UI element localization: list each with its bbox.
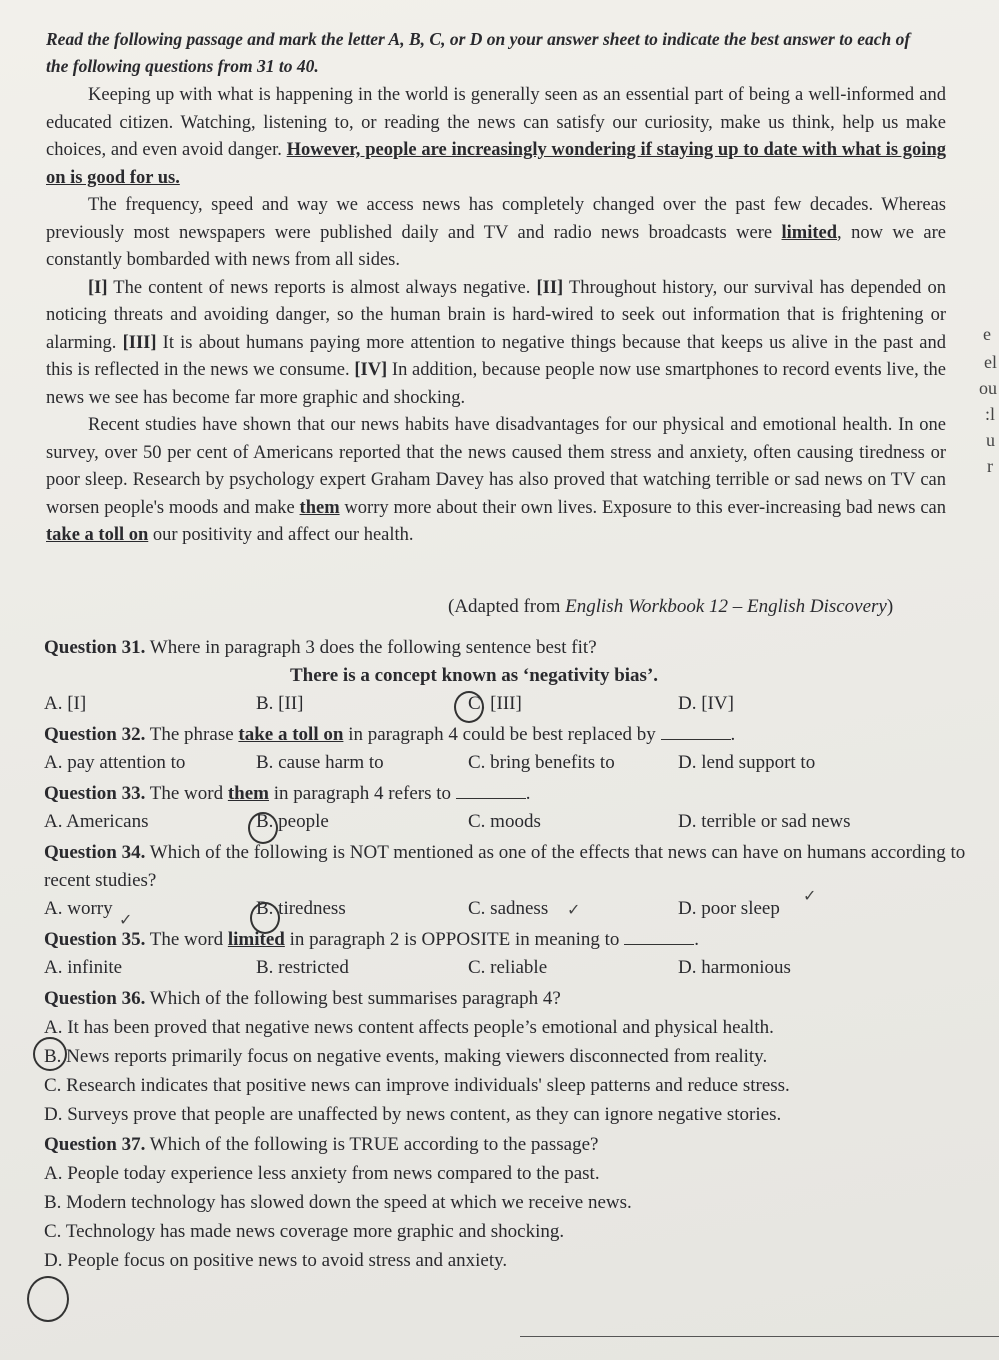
option-33-b[interactable]: B. people [256, 811, 329, 832]
tick-mark-icon: ✓ [803, 886, 817, 905]
question-32: Question 32. The phrase take a toll on in paragraph 4 could be best replaced by . A. pay attention to B. cause harm to C. bring benefits to D. lend support to [44, 721, 974, 778]
question-33-label: Question 33. [44, 783, 146, 804]
question-32-options [44, 749, 974, 778]
paragraph-1 [46, 82, 946, 192]
question-37-label: Question 37. [44, 1134, 146, 1155]
tick-mark-icon: ✓ [567, 900, 581, 919]
question-36-text: Which of the following best summarises paragraph 4? [145, 988, 561, 1009]
option-36-b[interactable]: B. News reports primarily focus on negative events, making viewers disconnected from reality. [44, 1046, 768, 1067]
word-them: them [299, 497, 340, 518]
option-37-b[interactable]: B. Modern technology has slowed down the speed at which we receive news. [44, 1192, 632, 1213]
option-37-c[interactable]: C. Technology has made news coverage more graphic and shocking. [44, 1221, 565, 1242]
answer-blank [624, 928, 694, 945]
question-33-text: The word [145, 783, 228, 804]
option-34-a[interactable]: A. worry [44, 898, 113, 919]
tick-mark-icon: ✓ [119, 910, 133, 929]
word-limited: limited [781, 222, 838, 243]
answer-circle-31-c [454, 691, 484, 723]
option-37-d[interactable]: D. People focus on positive news to avoid stress and anxiety. [44, 1250, 508, 1271]
p1-underlined-sentence: However, people are increasingly wondering if staying up to date with what is going on is good for us. [46, 140, 946, 188]
question-37 [44, 1131, 974, 1275]
question-34-text: Which of the following is NOT mentioned as one of the effects that news can have on humans according to recent studies? [44, 842, 966, 891]
edge-fragment: :l [984, 404, 995, 424]
option-36-a[interactable]: A. It has been proved that negative news content affects people’s emotional and physical health. [44, 1017, 774, 1038]
paragraph-4 [46, 412, 946, 550]
paragraph-2 [46, 192, 946, 275]
answer-circle-34-b [250, 902, 280, 934]
question-32-text-end: in paragraph 4 could be best replaced by [343, 724, 661, 745]
question-37-text: Which of the following is TRUE according to the passage? [145, 1134, 599, 1155]
questions [44, 632, 974, 1276]
divider-line [520, 1336, 999, 1337]
option-31-b[interactable]: B. [II] [256, 693, 304, 714]
question-36 [44, 985, 974, 1129]
question-36-label: Question 36. [44, 988, 146, 1009]
phrase-take-a-toll-on: take a toll on [46, 525, 149, 545]
marker-2: [II] [536, 277, 564, 298]
question-35-label: Question 35. [44, 929, 146, 950]
option-32-c[interactable]: C. bring benefits to [468, 752, 615, 773]
question-33-text-end: in paragraph 4 refers to [269, 783, 456, 804]
question-35-options [44, 954, 974, 983]
question-35-text-end: in paragraph 2 is OPPOSITE in meaning to [284, 929, 625, 950]
option-35-d[interactable]: D. harmonious [678, 957, 791, 978]
p3-text-2: Throughout history, our survival has depended on noticing threats and avoiding danger, so the human brain is hard-wired to seek out information that is frightening or alarming. [46, 277, 947, 353]
question-35: Question 35. The word limited in paragraph 2 is OPPOSITE in meaning to . A. infinite B. restricted C. reliable D. harmonious [44, 926, 974, 983]
option-34-b[interactable]: B. tiredness [256, 898, 346, 919]
p4-text-1: Recent studies have shown that our news habits have disadvantages for our physical and emotional health. In one survey, over 50 per cent of Americans reported that the news caused them stress and anxiety, often causing tiredness or poor sleep. Research by psychology expert Graham Davey has also proved that watching terrible or sad news on TV can worsen people's moods and make [46, 415, 946, 518]
p3-text-1: The content of news reports is almost always negative. [107, 277, 537, 298]
marker-4: [IV] [354, 360, 388, 380]
question-31-text: Where in paragraph 3 does the following sentence best fit? [145, 637, 597, 658]
question-33: Question 33. The word them in paragraph 4 refers to . A. Americans B. people C. moods D. terrible or sad news [44, 780, 974, 837]
reading-passage [46, 82, 946, 550]
option-33-c[interactable]: C. moods [468, 811, 541, 832]
p2-text-end: , now we are constantly bombarded with news from all sides. [46, 222, 947, 270]
answer-circle-36-b [33, 1037, 67, 1071]
option-36-d[interactable]: D. Surveys prove that people are unaffected by news content, as they can ignore negative stories. [44, 1104, 782, 1125]
edge-fragment: ou [979, 378, 997, 398]
option-31-a[interactable]: A. [I] [44, 693, 87, 714]
option-33-d[interactable]: D. terrible or sad news [678, 811, 851, 832]
edge-fragment: e [983, 324, 991, 344]
question-34-label: Question 34. [44, 842, 146, 863]
question-34-options [44, 895, 974, 924]
option-32-b[interactable]: B. cause harm to [256, 752, 384, 773]
question-31-label: Question 31. [44, 637, 146, 658]
edge-fragment: u [986, 430, 995, 450]
option-34-d[interactable]: D. poor sleep [678, 898, 780, 919]
option-31-c[interactable]: C. [III] [468, 693, 522, 714]
question-32-phrase: take a toll on [238, 724, 344, 745]
option-35-c[interactable]: C. reliable [468, 957, 548, 978]
p2-text: The frequency, speed and way we access news has completely changed over the past few decades. Whereas previously most newspapers were published daily and TV and radio news broadcasts were [46, 195, 946, 243]
paragraph-3 [46, 275, 946, 413]
edge-fragment: el [984, 352, 997, 372]
question-34 [44, 839, 974, 924]
p4-text-2: worry more about their own lives. Exposure to this ever-increasing bad news can [339, 497, 947, 518]
question-35-text: The word [145, 929, 228, 950]
edge-fragment: r [987, 456, 993, 476]
option-33-a[interactable]: A. Americans [44, 811, 149, 832]
p3-text-4: In addition, because people now use smartphones to record events live, the news we see has become far more graphic and shocking. [46, 360, 947, 408]
question-31-options [44, 690, 974, 719]
answer-blank [661, 723, 731, 740]
answer-circle-33-b [248, 812, 278, 844]
option-32-a[interactable]: A. pay attention to [44, 752, 186, 773]
question-31 [44, 634, 974, 719]
option-37-a[interactable]: A. People today experience less anxiety from news compared to the past. [44, 1163, 600, 1184]
source-citation [448, 596, 958, 618]
question-33-options [44, 808, 974, 837]
option-35-a[interactable]: A. infinite [44, 957, 123, 978]
question-33-word: them [227, 783, 270, 804]
option-34-c[interactable]: C. sadness [468, 898, 549, 919]
marker-1: [I] [88, 277, 108, 298]
option-32-d[interactable]: D. lend support to [678, 752, 816, 773]
question-32-text: The phrase [145, 724, 239, 745]
p3-text-3: It is about humans paying more attention to negative things because that keeps us alive in the past and this is reflected in the news we consume. [46, 332, 946, 380]
p4-text-3: our positivity and affect our health. [148, 525, 414, 545]
question-35-word: limited [227, 929, 285, 950]
p1-text: Keeping up with what is happening in the world is generally seen as an essential part of being a well-informed and educated citizen. Watching, listening to, or reading the news can satisfy our curiosity, make us think, help us make choices, and even avoid danger. [46, 85, 946, 160]
answer-circle-37-d [27, 1276, 69, 1322]
option-31-d[interactable]: D. [IV] [678, 693, 734, 714]
source-suffix: ) [886, 596, 894, 617]
question-32-label: Question 32. [44, 724, 146, 745]
answer-blank [456, 782, 526, 799]
instructions: Read the following passage and mark the letter A, B, C, or D on your answer sheet to indicate the best answer to each of the following questions from 31 to 40. [46, 29, 911, 76]
option-36-c[interactable]: C. Research indicates that positive news can improve individuals' sleep patterns and reduce stress. [44, 1075, 790, 1096]
source-title: English Workbook 12 – English Discovery [565, 596, 887, 617]
marker-3: [III] [122, 332, 157, 353]
source-prefix: (Adapted from [448, 596, 566, 617]
question-31-sentence: There is a concept known as ‘negativity bias’. [289, 665, 659, 686]
option-35-b[interactable]: B. restricted [256, 957, 349, 978]
